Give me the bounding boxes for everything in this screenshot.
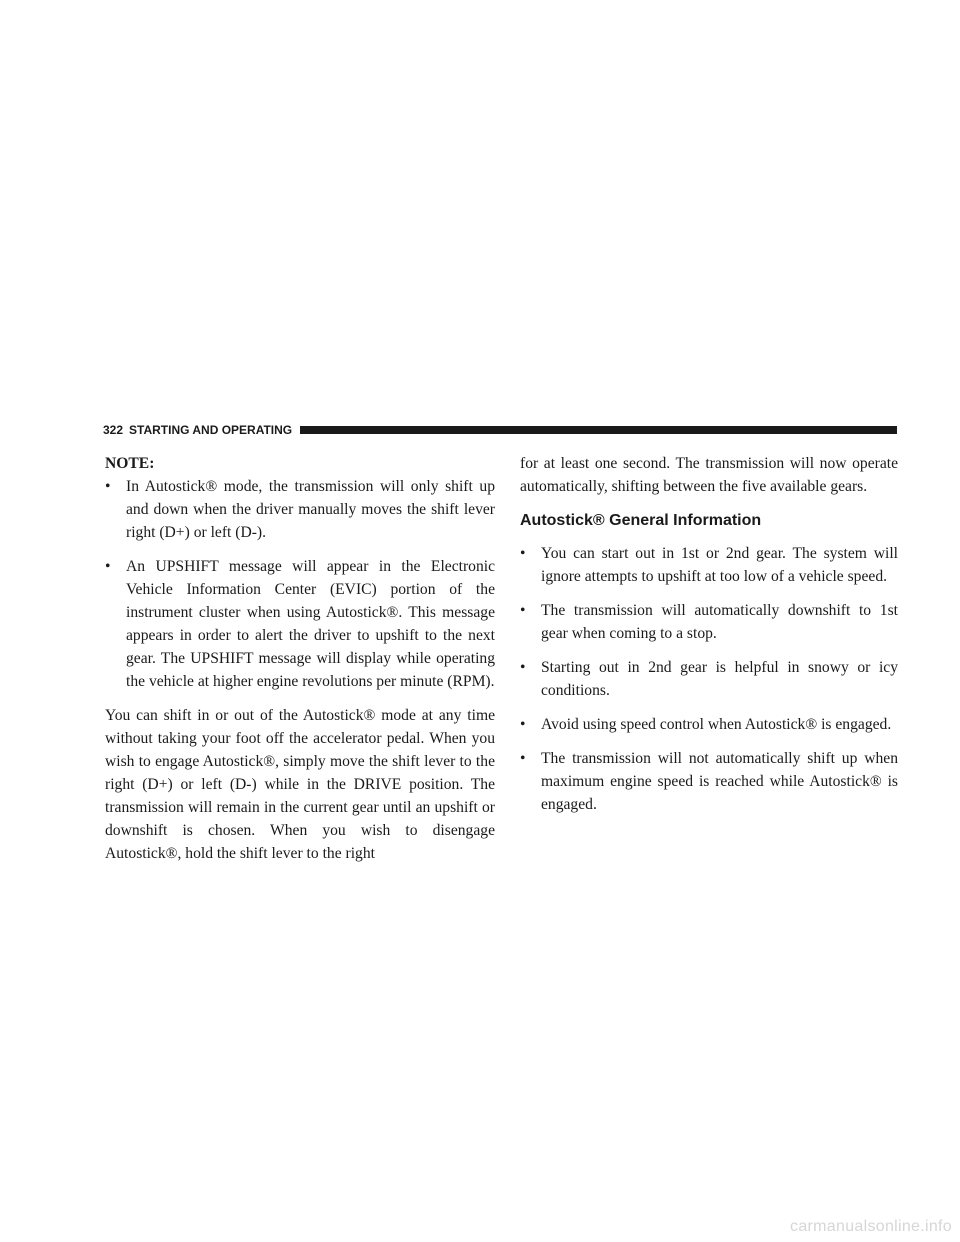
- list-item: [520, 542, 898, 588]
- bullet-icon: •: [520, 602, 526, 619]
- bullet-icon: •: [105, 558, 111, 575]
- bullet-icon: •: [105, 478, 111, 495]
- bullet-icon: •: [520, 545, 526, 562]
- page-header: [103, 421, 897, 439]
- list-item: [520, 747, 898, 816]
- note-label: NOTE:: [105, 455, 155, 472]
- bullet-icon: •: [520, 716, 526, 733]
- watermark: carmanualsonline.info: [790, 1218, 952, 1235]
- list-item: [520, 656, 898, 702]
- info-list: [520, 542, 898, 816]
- list-item-text: The transmission will not automatically shift up when maximum engine speed is reached while Autostick® is engaged.: [541, 750, 898, 813]
- list-item-text: The transmission will automatically downshift to 1st gear when coming to a stop.: [541, 602, 898, 642]
- section-title: STARTING AND OPERATING: [129, 423, 293, 437]
- body-paragraph: You can shift in or out of the Autostick® mode at any time without taking your foot off the accelerator pedal. When you wish to engage Autostick®, simply move the shift lever to the right (D+) or left (D-) while in the DRIVE position. The transmission will remain in the current gear until an upshift or downshift is chosen. When you wish to disengage Autostick®, hold the shift lever to the right: [105, 707, 495, 862]
- page-number: 322: [103, 423, 124, 437]
- right-column: [520, 452, 898, 816]
- section-heading: Autostick® General Information: [520, 512, 762, 529]
- note-list: [105, 475, 495, 693]
- left-column: [105, 452, 495, 865]
- bullet-icon: •: [520, 750, 526, 767]
- list-item: [520, 713, 898, 736]
- continued-paragraph: for at least one second. The transmission will now operate automatically, shifting between the five available gears.: [520, 455, 898, 495]
- header-rule: [300, 426, 897, 434]
- bullet-icon: •: [520, 659, 526, 676]
- list-item: [105, 555, 495, 693]
- list-item-text: You can start out in 1st or 2nd gear. The system will ignore attempts to upshift at too low of a vehicle speed.: [541, 545, 898, 585]
- list-item-text: Starting out in 2nd gear is helpful in snowy or icy conditions.: [541, 659, 898, 699]
- list-item-text: An UPSHIFT message will appear in the Electronic Vehicle Information Center (EVIC) portion of the instrument cluster when using Autostick®. This message appears in order to alert the driver to upshift to the next gear. The UPSHIFT message will display while operating the vehicle at higher engine revolutions per minute (RPM).: [126, 558, 495, 690]
- list-item-text: In Autostick® mode, the transmission will only shift up and down when the driver manually moves the shift lever right (D+) or left (D-).: [126, 478, 495, 541]
- list-item: [105, 475, 495, 544]
- list-item: [520, 599, 898, 645]
- list-item-text: Avoid using speed control when Autostick® is engaged.: [541, 716, 892, 733]
